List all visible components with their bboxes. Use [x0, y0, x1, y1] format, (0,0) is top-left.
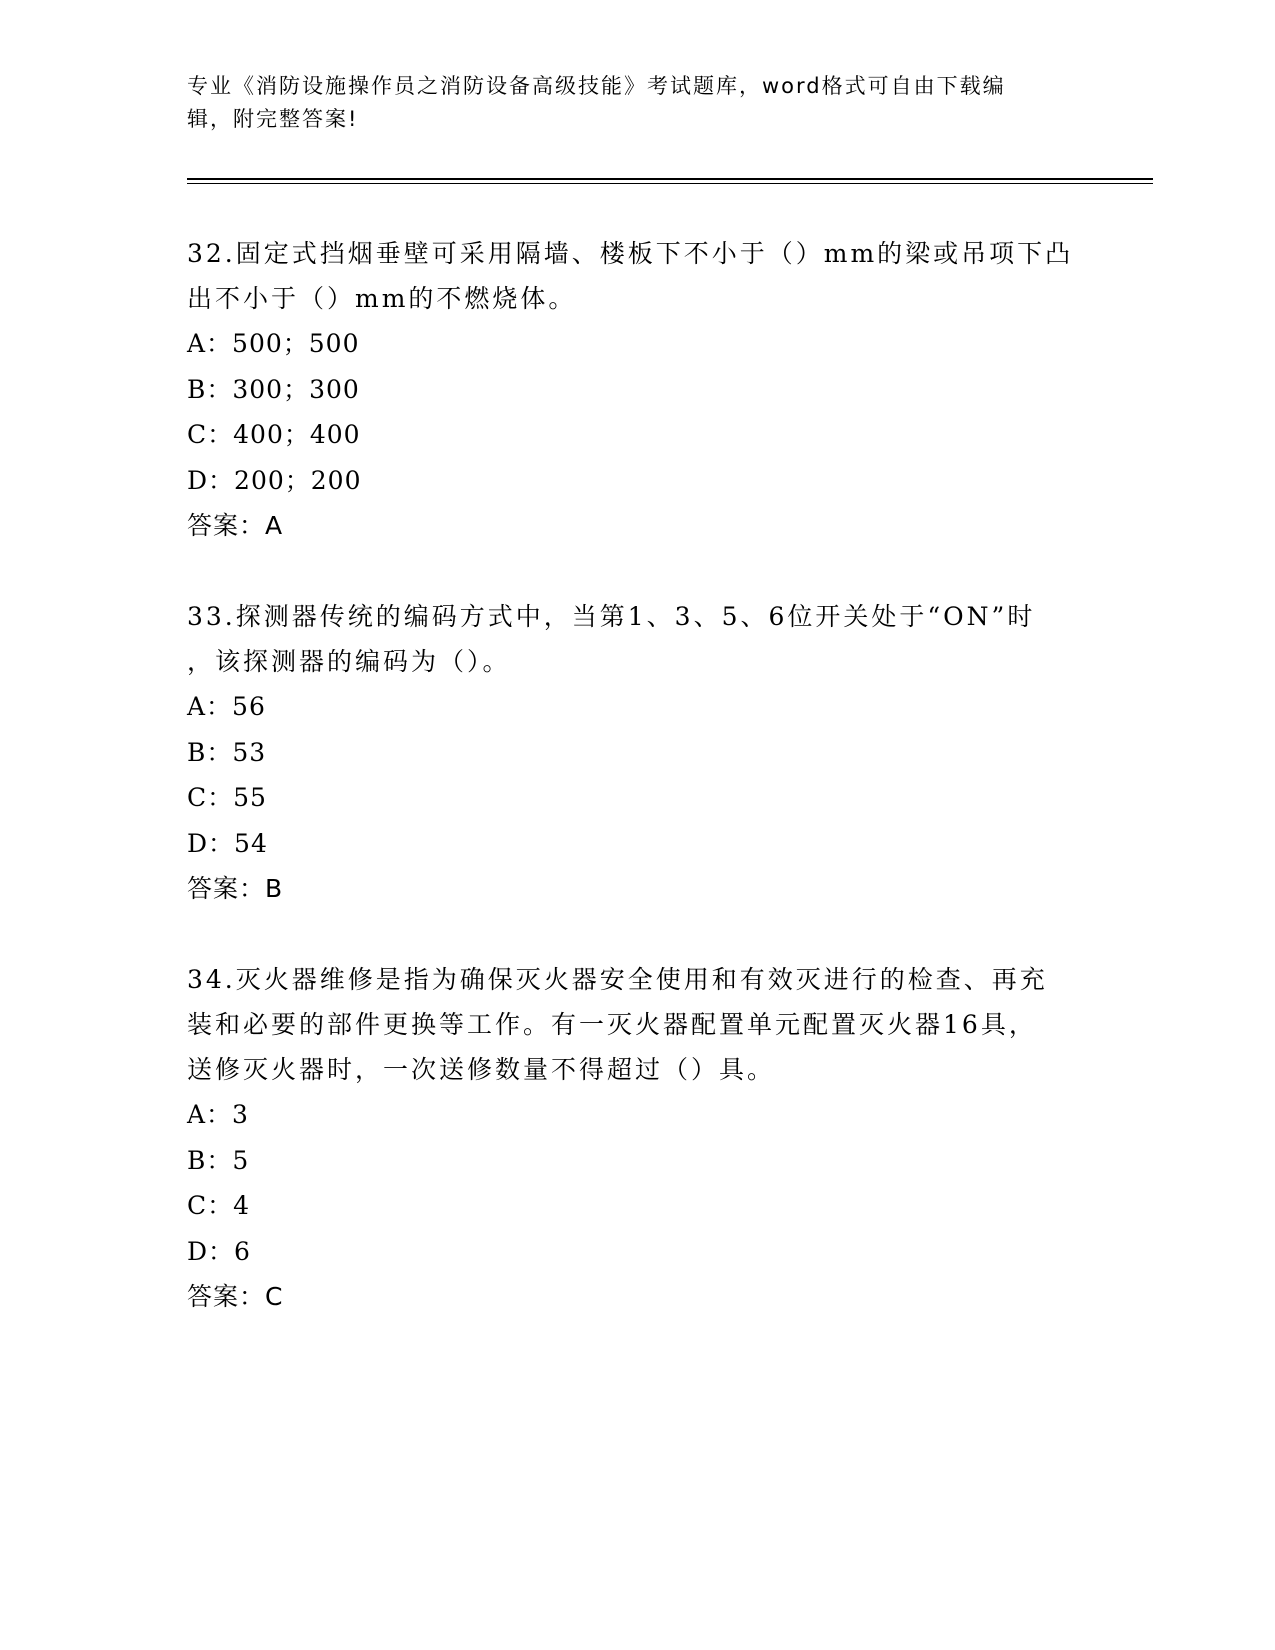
- answer: 答案：A: [187, 511, 284, 540]
- question-stem: 32.固定式挡烟垂壁可采用隔墙、楼板下不小于（）mm的梁或吊项下凸: [187, 239, 1074, 268]
- question-stem: 送修灭火器时，一次送修数量不得超过（）具。: [187, 1055, 776, 1084]
- option-d: D：200；200: [187, 465, 362, 495]
- question-34: [187, 957, 1087, 1319]
- answer: 答案：B: [187, 874, 284, 903]
- question-stem: 34.灭火器维修是指为确保灭火器安全使用和有效灭进行的检查、再充: [187, 965, 1048, 994]
- question-stem: ，该探测器的编码为（）。: [187, 647, 511, 676]
- header-divider-thin: [187, 183, 1153, 184]
- option-c: C：4: [187, 1191, 251, 1220]
- question-stem: 装和必要的部件更换等工作。有一灭火器配置单元配置灭火器16具，: [187, 1010, 1037, 1039]
- option-b: B：5: [187, 1145, 250, 1175]
- question-stem: 33.探测器传统的编码方式中，当第1、3、5、6位开关处于“ON”时: [187, 602, 1036, 631]
- header-line-1: 专业《消防设施操作员之消防设备高级技能》考试题库，word格式可自由下载编: [187, 74, 1006, 98]
- option-c: C：400；400: [187, 420, 361, 449]
- header-divider-thick: [187, 178, 1153, 180]
- option-d: D：54: [187, 828, 268, 858]
- option-d: D：6: [187, 1236, 251, 1266]
- option-a: A：3: [187, 1100, 249, 1129]
- question-33: [187, 594, 1087, 911]
- question-32: [187, 231, 1087, 548]
- option-c: C：55: [187, 783, 267, 812]
- option-b: B：300；300: [187, 374, 360, 404]
- question-stem: 出不小于（）mm的不燃烧体。: [187, 284, 577, 313]
- header-line-2: 辑，附完整答案!: [187, 107, 359, 131]
- option-a: A：56: [187, 692, 266, 721]
- option-b: B：53: [187, 737, 267, 767]
- option-a: A：500；500: [187, 329, 360, 358]
- answer: 答案：C: [187, 1282, 284, 1311]
- document-header: [187, 70, 1067, 136]
